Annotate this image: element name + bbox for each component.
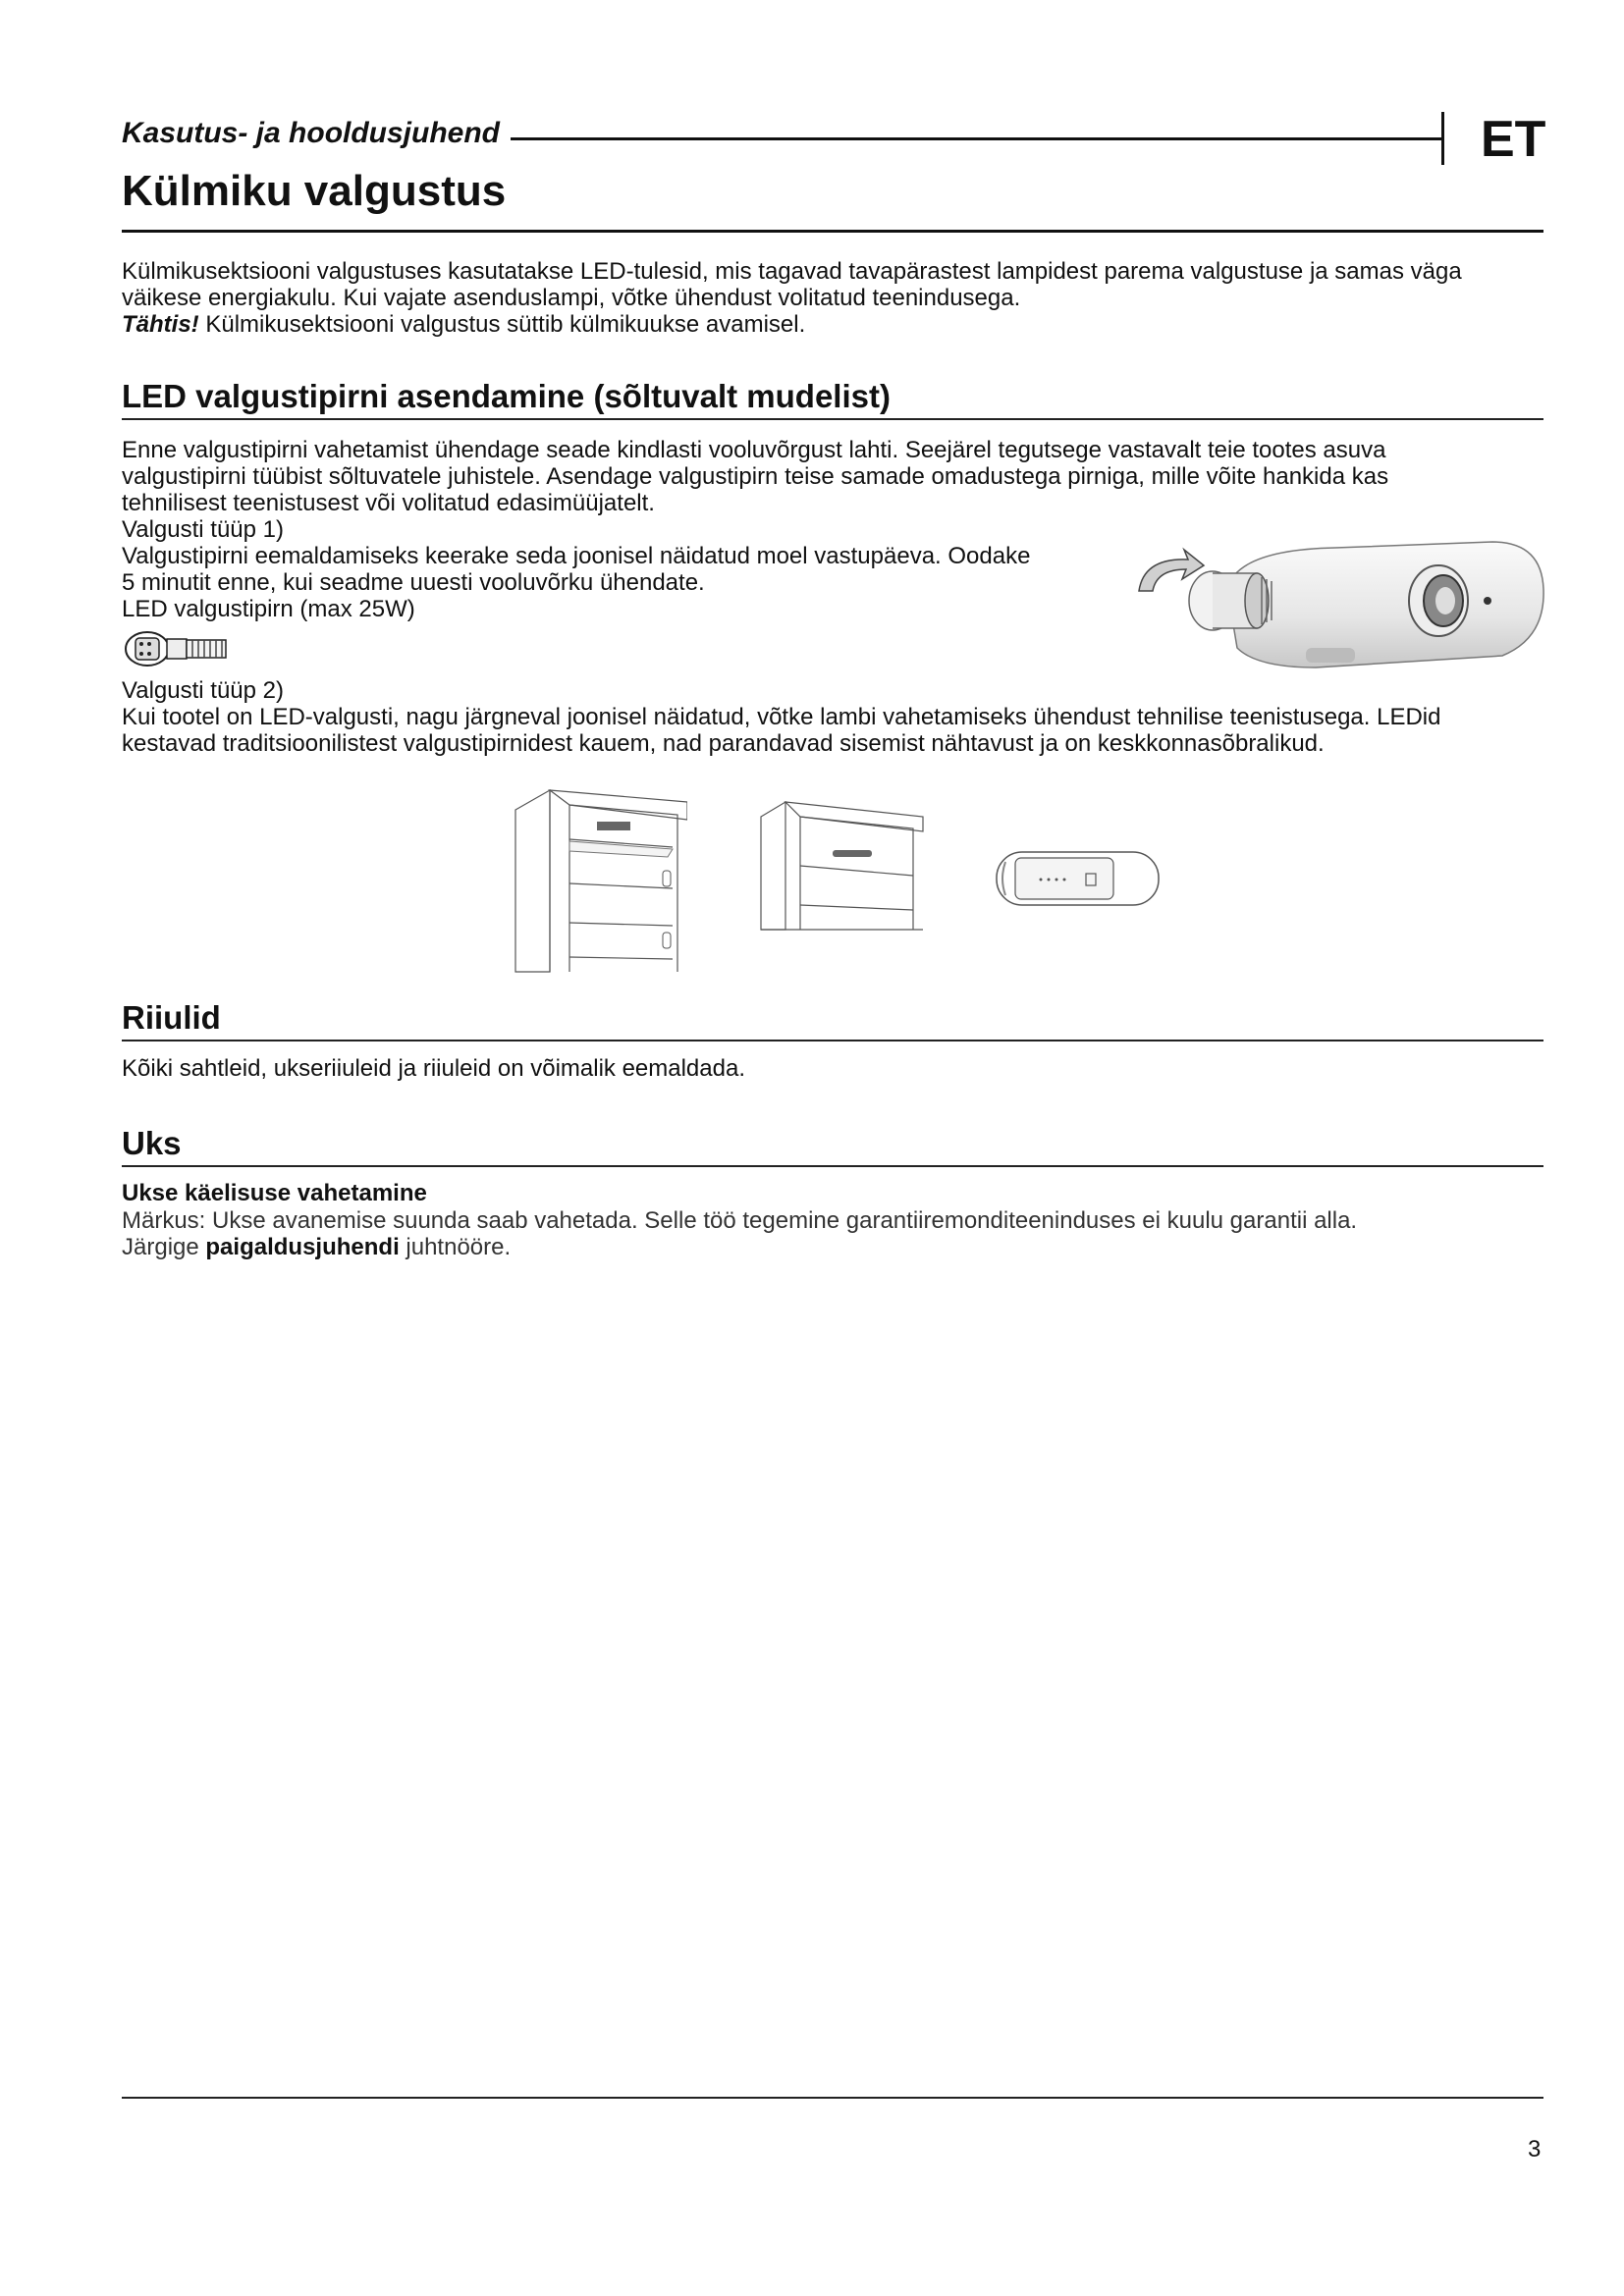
type1-line-3: LED valgustipirn (max 25W) xyxy=(122,596,415,622)
shelves-heading: Riiulid xyxy=(122,999,221,1036)
type2-line-1: Kui tootel on LED-valgusti, nagu järgneval joonisel näidatud, võtke lambi vahetamiseks ühendust tehnilise teenistusega. LEDid xyxy=(122,704,1441,730)
led-bulb-icon xyxy=(122,628,236,669)
type2-line-2: kestavad traditsioonilistest valgustipirnidest kauem, nad parandavad sisemist nähtavust ja on keskkonnasõbralikud. xyxy=(122,730,1325,757)
page-number: 3 xyxy=(1528,2136,1542,2163)
title-rule xyxy=(122,230,1543,233)
shelves-text: Kõiki sahtleid, ukseriiuleid ja riiuleid on võimalik eemaldada. xyxy=(122,1055,745,1082)
door-heading: Uks xyxy=(122,1125,182,1161)
note-label: Tähtis! xyxy=(122,311,199,338)
install-guide-reference: paigaldusjuhendi xyxy=(205,1234,400,1260)
note-text: Külmikusektsiooni valgustus süttib külmikuukse avamisel. xyxy=(198,311,806,338)
door-note-line-1: Märkus: Ukse avanemise suunda saab vahetada. Selle töö tegemine garantiiremonditeeninduses ei kuulu garantii alla. xyxy=(122,1207,1358,1234)
door-note-line-2 xyxy=(122,1234,511,1260)
lamp-housing-illustration xyxy=(1110,530,1551,677)
door-note-prefix: Järgige xyxy=(122,1234,206,1260)
door-note-suffix: juhtnööre. xyxy=(399,1234,512,1260)
door-subheading: Ukse käelisuse vahetamine xyxy=(122,1180,427,1206)
header-rule xyxy=(511,137,1443,140)
intro-line-2: väikese energiakulu. Kui vajate asenduslampi, võtke ühendust volitatud teenindusega. xyxy=(122,285,1021,311)
type2-label: Valgusti tüüp 2) xyxy=(122,677,284,704)
fridge-interior-illustration xyxy=(511,780,687,977)
manual-title: Kasutus- ja hooldusjuhend xyxy=(122,117,501,149)
led-section-heading: LED valgustipirni asendamine (sõltuvalt mudelist) xyxy=(122,378,891,414)
fridge-ceiling-illustration xyxy=(756,797,933,934)
language-code: ET xyxy=(1481,111,1546,168)
footer-rule xyxy=(122,2097,1543,2099)
type1-label: Valgusti tüüp 1) xyxy=(122,516,284,543)
page-title: Külmiku valgustus xyxy=(122,167,507,215)
type1-line-1: Valgustipirni eemaldamiseks keerake seda joonisel näidatud moel vastupäeva. Oodake xyxy=(122,543,1031,569)
intro-note xyxy=(122,311,805,338)
intro-line-1: Külmikusektsiooni valgustuses kasutatakse LED-tulesid, mis tagavad tavapärastest lampidest parema valgustuse ja samas väga xyxy=(122,258,1462,285)
shelves-rule xyxy=(122,1040,1543,1041)
led-section-rule xyxy=(122,418,1543,420)
type1-line-2: 5 minutit enne, kui seadme uuesti vooluvõrku ühendate. xyxy=(122,569,705,596)
led-para-line-3: tehnilisest teenistusest või volitatud edasimüüjatelt. xyxy=(122,490,655,516)
led-strip-lamp-illustration xyxy=(992,844,1164,913)
door-rule xyxy=(122,1165,1543,1167)
header-tick xyxy=(1441,112,1444,165)
led-para-line-1: Enne valgustipirni vahetamist ühendage seade kindlasti vooluvõrgust lahti. Seejärel tegutsege vastavalt teie tootes asuva xyxy=(122,437,1386,463)
led-para-line-2: valgustipirni tüübist sõltuvatele juhistele. Asendage valgustipirn teise samade omadustega pirniga, mille võite hankida kas xyxy=(122,463,1389,490)
